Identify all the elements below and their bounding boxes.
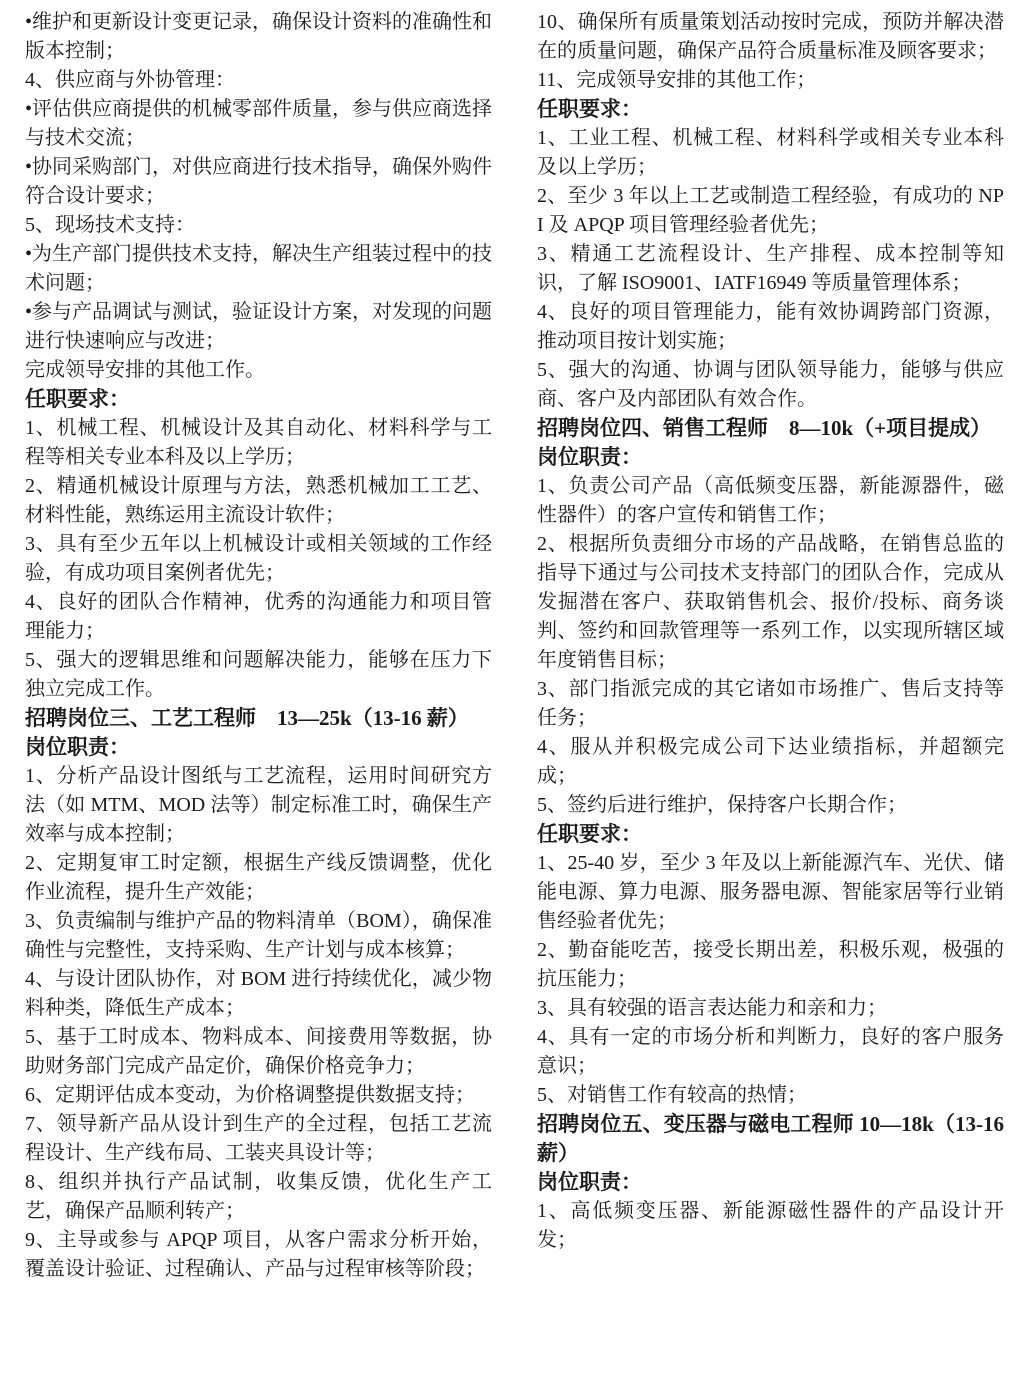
paragraph: 7、领导新产品从设计到生产的全过程，包括工艺流程设计、生产线布局、工装夹具设计等； xyxy=(25,1113,492,1164)
paragraph: 5、现场技术支持： xyxy=(25,214,195,236)
paragraph: 1、机械工程、机械设计及其自动化、材料科学与工程等相关专业本科及以上学历； xyxy=(25,417,492,468)
section-heading: 任职要求： xyxy=(25,387,130,411)
paragraph: 2、勤奋能吃苦，接受长期出差，积极乐观，极强的抗压能力； xyxy=(537,939,1004,990)
paragraph: 5、对销售工作有较高的热情； xyxy=(537,1084,807,1106)
paragraph: 5、基于工时成本、物料成本、间接费用等数据，协助财务部门完成产品定价，确保价格竞争力； xyxy=(25,1026,492,1077)
paragraph: 1、负责公司产品（高低频变压器，新能源器件，磁性器件）的客户宣传和销售工作； xyxy=(537,475,1004,526)
job-title-heading: 招聘岗位三、工艺工程师 13—25k（13-16 薪） xyxy=(25,706,469,730)
left-column xyxy=(25,8,492,1284)
paragraph: 4、服从并积极完成公司下达业绩指标，并超额完成； xyxy=(537,736,1004,787)
job-title-heading: 招聘岗位四、销售工程师 8—10k（+项目提成） xyxy=(537,416,992,440)
paragraph: 1、高低频变压器、新能源磁性器件的产品设计开发； xyxy=(537,1200,1004,1251)
paragraph: 11、完成领导安排的其他工作； xyxy=(537,69,817,91)
paragraph: 2、精通机械设计原理与方法，熟悉机械加工工艺、材料性能，熟练运用主流设计软件； xyxy=(25,475,492,526)
paragraph: 5、签约后进行维护，保持客户长期合作； xyxy=(537,794,907,816)
paragraph: 1、工业工程、机械工程、材料科学或相关专业本科及以上学历； xyxy=(537,127,1004,178)
paragraph: 9、主导或参与 APQP 项目，从客户需求分析开始，覆盖设计验证、过程确认、产品与过程审核等阶段； xyxy=(25,1229,492,1280)
job-title-heading: 招聘岗位五、变压器与磁电工程师 10—18k（13-16 薪） xyxy=(537,1112,1004,1165)
section-heading: 任职要求： xyxy=(537,822,642,846)
paragraph: •评估供应商提供的机械零部件质量，参与供应商选择与技术交流； xyxy=(25,98,493,149)
paragraph: 4、供应商与外协管理： xyxy=(25,69,235,91)
paragraph: 3、具有至少五年以上机械设计或相关领域的工作经验，有成功项目案例者优先； xyxy=(25,533,492,584)
section-heading: 岗位职责： xyxy=(537,445,642,469)
paragraph: 3、负责编制与维护产品的物料清单（BOM），确保准确性与完整性，支持采购、生产计划与成本核算； xyxy=(25,910,492,961)
paragraph: •为生产部门提供技术支持，解决生产组装过程中的技术问题； xyxy=(25,243,493,294)
paragraph: 完成领导安排的其他工作。 xyxy=(25,359,265,381)
paragraph: 2、根据所负责细分市场的产品战略，在销售总监的指导下通过与公司技术支持部门的团队合作，完成从发掘潜在客户、获取销售机会、报价/投标、商务谈判、签约和回款管理等一系列工作，以实现所辖区域年度销售目标； xyxy=(537,533,1004,671)
section-heading: 任职要求： xyxy=(537,97,642,121)
right-column xyxy=(537,8,1004,1284)
paragraph: 2、至少 3 年以上工艺或制造工程经验，有成功的 NPI 及 APQP 项目管理经验者优先； xyxy=(537,185,1004,236)
paragraph: 5、强大的逻辑思维和问题解决能力，能够在压力下独立完成工作。 xyxy=(25,649,492,700)
section-heading: 岗位职责： xyxy=(537,1170,642,1194)
paragraph: 4、与设计团队协作，对 BOM 进行持续优化，减少物料种类，降低生产成本； xyxy=(25,968,492,1019)
paragraph: 3、精通工艺流程设计、生产排程、成本控制等知识，了解 ISO9001、IATF16949 等质量管理体系； xyxy=(537,243,1004,294)
section-heading: 岗位职责： xyxy=(25,735,130,759)
paragraph: 3、部门指派完成的其它诸如市场推广、售后支持等任务； xyxy=(537,678,1004,729)
paragraph: •协同采购部门，对供应商进行技术指导，确保外购件符合设计要求； xyxy=(25,156,493,207)
paragraph: 1、分析产品设计图纸与工艺流程，运用时间研究方法（如 MTM、MOD 法等）制定标准工时，确保生产效率与成本控制； xyxy=(25,765,492,845)
paragraph: 10、确保所有质量策划活动按时完成，预防并解决潜在的质量问题，确保产品符合质量标准及顾客要求； xyxy=(537,11,1004,62)
paragraph: 8、组织并执行产品试制，收集反馈，优化生产工艺，确保产品顺利转产； xyxy=(25,1171,492,1222)
paragraph: •参与产品调试与测试，验证设计方案，对发现的问题进行快速响应与改进； xyxy=(25,301,493,352)
paragraph: •维护和更新设计变更记录，确保设计资料的准确性和版本控制； xyxy=(25,11,493,62)
paragraph: 4、良好的团队合作精神，优秀的沟通能力和项目管理能力； xyxy=(25,591,492,642)
paragraph: 3、具有较强的语言表达能力和亲和力； xyxy=(537,997,887,1019)
paragraph: 6、定期评估成本变动，为价格调整提供数据支持； xyxy=(25,1084,475,1106)
paragraph: 2、定期复审工时定额，根据生产线反馈调整，优化作业流程，提升生产效能； xyxy=(25,852,492,903)
paragraph: 1、25-40 岁，至少 3 年及以上新能源汽车、光伏、储能电源、算力电源、服务器电源、智能家居等行业销售经验者优先； xyxy=(537,852,1004,932)
paragraph: 4、具有一定的市场分析和判断力，良好的客户服务意识； xyxy=(537,1026,1004,1077)
paragraph: 4、良好的项目管理能力，能有效协调跨部门资源，推动项目按计划实施； xyxy=(537,301,1004,352)
paragraph: 5、强大的沟通、协调与团队领导能力，能够与供应商、客户及内部团队有效合作。 xyxy=(537,359,1004,410)
